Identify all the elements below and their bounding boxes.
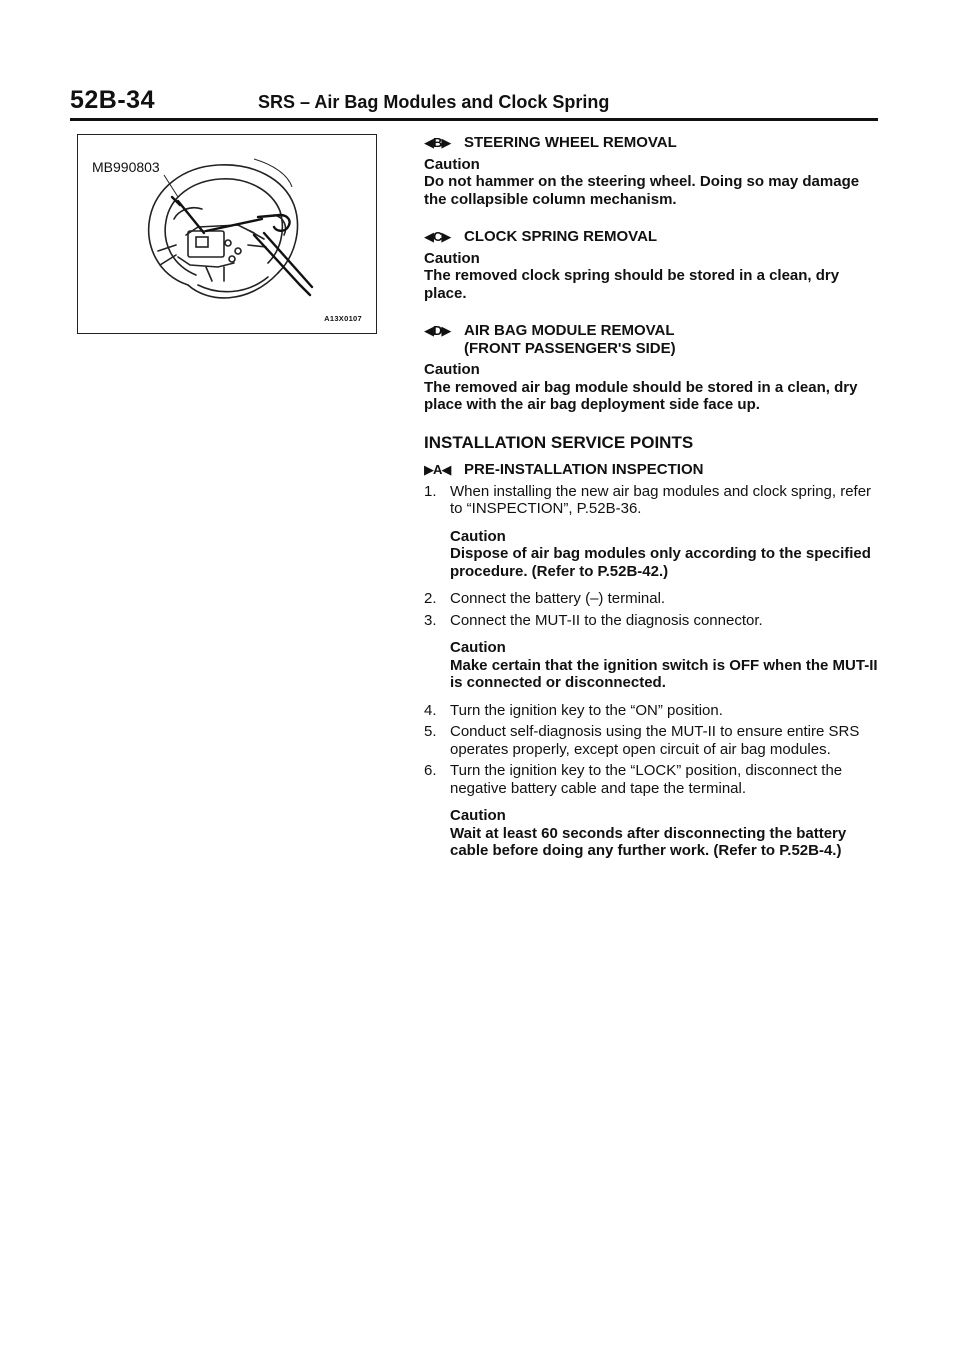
reference-marker: ◀D▶ xyxy=(424,323,451,338)
clock-spring-removal-heading xyxy=(424,228,880,246)
heading-text: CLOCK SPRING REMOVAL xyxy=(464,228,658,245)
caution-label: Caution xyxy=(424,361,480,378)
caution-text: Dispose of air bag modules only according to the specified procedure. (Refer to P.52B-42.) xyxy=(450,545,871,580)
reference-marker: ◀C▶ xyxy=(424,229,451,244)
wheel-rim-outer xyxy=(149,165,298,285)
heading-text-group xyxy=(464,322,880,357)
step-item xyxy=(424,762,880,797)
step-item xyxy=(424,612,880,630)
reference-marker: ◀B▶ xyxy=(424,135,451,150)
caution-text: The removed clock spring should be stored in a clean, dry place. xyxy=(424,267,840,302)
step-text: Conduct self-diagnosis using the MUT-II to ensure entire SRS operates properly, except open circuit of air bag modules. xyxy=(450,723,860,758)
step-number: 3. xyxy=(424,611,437,629)
section-title: SRS – Air Bag Modules and Clock Spring xyxy=(258,92,610,112)
step-text: When installing the new air bag modules and clock spring, refer to “INSPECTION”, P.52B-36. xyxy=(450,482,872,517)
caution-text: Wait at least 60 seconds after disconnecting the battery cable before doing any further work. (Refer to P.52B-4.) xyxy=(450,824,847,859)
caution-label: Caution xyxy=(424,249,480,267)
caution-text: The removed air bag module should be stored in a clean, dry place with the air bag deployment side face up. xyxy=(424,378,858,413)
step-text: Turn the ignition key to the “LOCK” position, disconnect the negative battery cable and tape the terminal. xyxy=(450,762,843,797)
tool-label: MB990803 xyxy=(92,159,160,175)
step-number: 6. xyxy=(424,762,437,779)
step-text: Connect the battery (–) terminal. xyxy=(450,590,666,607)
caution-label: Caution xyxy=(424,155,480,173)
caution-text: Do not hammer on the steering wheel. Doing so may damage the collapsible column mechanism. xyxy=(424,173,860,208)
caution-block xyxy=(424,528,880,581)
caution-label: Caution xyxy=(450,527,506,545)
step-number: 2. xyxy=(424,590,437,607)
removal-clock-spring xyxy=(424,228,880,302)
installation-heading: INSTALLATION SERVICE POINTS xyxy=(424,432,694,452)
caution-block xyxy=(424,807,880,860)
caution-label: Caution xyxy=(450,639,506,656)
removal-air-bag-module xyxy=(424,322,880,414)
pre-installation-heading xyxy=(424,461,880,479)
heading-subtitle: (FRONT PASSENGER'S SIDE) xyxy=(464,339,676,357)
step-item xyxy=(424,723,880,758)
reference-marker: ▶A◀ xyxy=(424,462,451,477)
caution-text: Make certain that the ignition switch is OFF when the MUT-II is connected or disconnected. xyxy=(450,656,878,691)
steering-wheel-removal-figure xyxy=(77,134,377,334)
procedure-content xyxy=(424,134,880,870)
header-rule xyxy=(70,118,878,121)
removal-steering-wheel xyxy=(424,134,880,208)
caution-label: Caution xyxy=(450,807,506,824)
step-number: 1. xyxy=(424,482,437,500)
step-item xyxy=(424,483,880,518)
heading-text: STEERING WHEEL REMOVAL xyxy=(464,134,677,151)
air-bag-module-removal-heading xyxy=(424,322,880,357)
heading-text: AIR BAG MODULE REMOVAL xyxy=(464,322,675,339)
steering-wheel-removal-heading xyxy=(424,134,880,152)
wheel-rim-bottom xyxy=(188,273,278,298)
wheel-hub xyxy=(188,231,224,257)
step-number: 4. xyxy=(424,701,437,719)
step-text: Turn the ignition key to the “ON” position. xyxy=(450,701,723,719)
step-text: Connect the MUT-II to the diagnosis connector. xyxy=(450,611,763,629)
figure-code: A13X0107 xyxy=(324,314,362,323)
caution-block xyxy=(424,639,880,692)
step-item xyxy=(424,590,880,608)
step-number: 5. xyxy=(424,723,437,740)
wheel-hub-top xyxy=(186,225,254,235)
page-number: 52B-34 xyxy=(70,86,155,114)
heading-text: PRE-INSTALLATION INSPECTION xyxy=(464,461,704,478)
special-tool xyxy=(172,197,312,295)
step-item xyxy=(424,702,880,720)
